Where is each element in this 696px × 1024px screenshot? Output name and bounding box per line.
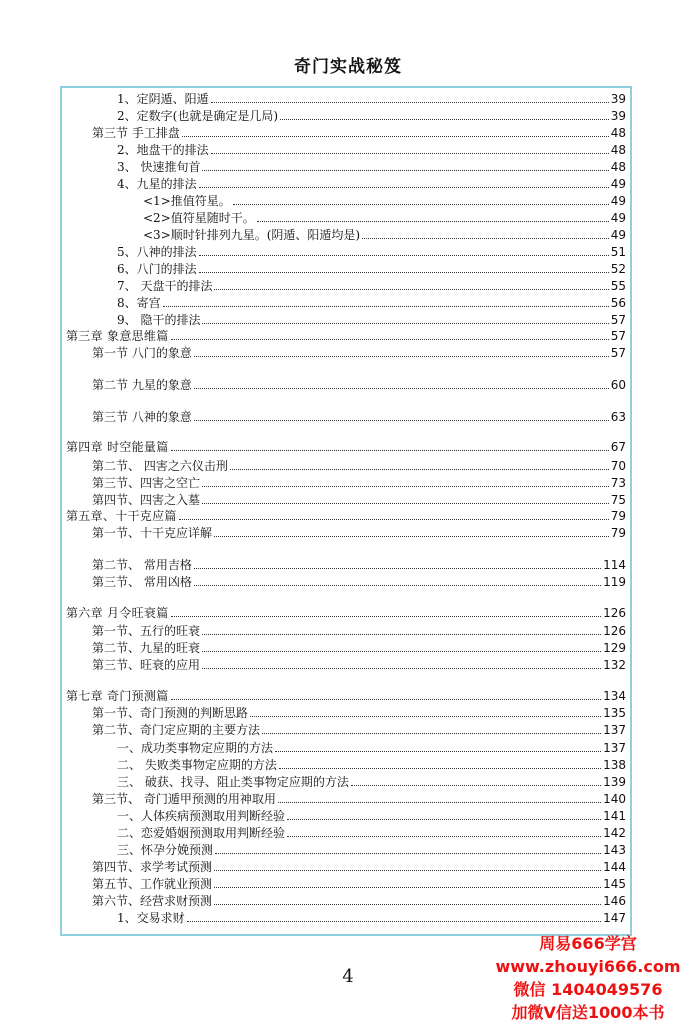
toc-entry[interactable] — [92, 859, 626, 875]
toc-entry-label: <3>顺时针排列九星。(阴遁、阳遁均是) — [143, 228, 361, 242]
toc-entry-label: 2、地盘干的排法 — [117, 143, 209, 157]
toc-entry-page: 129 — [603, 641, 626, 655]
dot-leader — [257, 220, 609, 222]
toc-entry-label: 1、定阴遁、阳遁 — [117, 92, 209, 106]
toc-entry-page: 49 — [610, 194, 626, 208]
toc-entry-label: 第一节、十干克应详解 — [92, 526, 213, 540]
toc-entry[interactable] — [92, 893, 626, 909]
dot-leader — [202, 322, 608, 324]
toc-entry-label: 一、成功类事物定应期的方法 — [117, 741, 274, 755]
toc-entry[interactable] — [117, 176, 626, 192]
toc-entry-label: 第七章 奇门预测篇 — [66, 689, 169, 703]
table-of-contents — [60, 86, 632, 936]
toc-entry[interactable] — [117, 142, 626, 158]
dot-leader — [278, 801, 601, 803]
dot-leader — [202, 667, 601, 669]
toc-entry-page: 57 — [610, 346, 626, 360]
toc-entry-page: 67 — [610, 440, 626, 454]
toc-entry-label: 第三节 八神的象意 — [92, 410, 192, 424]
toc-entry[interactable] — [117, 740, 626, 756]
dot-leader — [202, 633, 601, 635]
toc-entry-label: 第二节、九星的旺衰 — [92, 641, 201, 655]
toc-entry-label: <2>值符星随时干。 — [143, 211, 255, 225]
dot-leader — [163, 305, 609, 307]
toc-entry[interactable] — [117, 808, 626, 824]
toc-entry-label: 第二节、 常用吉格 — [92, 558, 192, 572]
toc-entry-page: 142 — [603, 826, 626, 840]
toc-entry-label: 第三章 象意思维篇 — [66, 329, 169, 343]
toc-entry[interactable] — [92, 525, 626, 541]
dot-leader — [199, 271, 609, 273]
toc-entry-label: 2、定数字(也就是确定是几局) — [117, 109, 278, 123]
toc-entry[interactable] — [143, 227, 626, 243]
toc-entry[interactable] — [117, 244, 626, 260]
toc-entry-label: 第五章、十干克应篇 — [66, 509, 177, 523]
toc-entry[interactable] — [66, 439, 626, 455]
toc-entry-page: 39 — [610, 109, 626, 123]
toc-entry-label: 9、 隐干的排法 — [117, 313, 201, 327]
toc-entry-page: 134 — [603, 689, 626, 703]
toc-entry-page: 63 — [610, 410, 626, 424]
toc-entry[interactable] — [117, 842, 626, 858]
dot-leader — [214, 903, 601, 905]
toc-entry-label: 第三节、 奇门遁甲预测的用神取用 — [92, 792, 276, 806]
dot-leader — [287, 835, 601, 837]
toc-entry-page: 49 — [610, 211, 626, 225]
dot-leader — [194, 355, 609, 357]
toc-entry-label: 8、寄宫 — [117, 296, 161, 310]
toc-entry-label: 4、九星的排法 — [117, 177, 197, 191]
toc-entry-page: 48 — [610, 160, 626, 174]
toc-entry-page: 57 — [610, 313, 626, 327]
toc-entry-page: 139 — [603, 775, 626, 789]
toc-entry[interactable] — [117, 295, 626, 311]
toc-entry-label: 5、八神的排法 — [117, 245, 197, 259]
dot-leader — [362, 237, 609, 239]
toc-entry-page: 52 — [610, 262, 626, 276]
toc-entry[interactable] — [92, 657, 626, 673]
toc-entry-page: 75 — [610, 493, 626, 507]
toc-entry-label: 三、 破获、找寻、阻止类事物定应期的方法 — [117, 775, 349, 789]
toc-entry-page: 145 — [603, 877, 626, 891]
toc-entry-page: 48 — [610, 126, 626, 140]
toc-entry[interactable] — [117, 261, 626, 277]
dot-leader — [179, 518, 609, 520]
toc-entry[interactable] — [92, 722, 626, 738]
toc-entry-page: 141 — [603, 809, 626, 823]
toc-entry-label: 第四节、四害之入墓 — [92, 493, 201, 507]
dot-leader — [202, 502, 609, 504]
toc-entry-page: 132 — [603, 658, 626, 672]
toc-entry-label: 二、恋爱婚姻预测取用判断经验 — [117, 826, 286, 840]
toc-entry[interactable] — [92, 574, 626, 590]
toc-entry[interactable] — [92, 791, 626, 807]
dot-leader — [202, 650, 601, 652]
toc-entry[interactable] — [92, 876, 626, 892]
dot-leader — [230, 468, 609, 470]
toc-entry[interactable] — [117, 108, 626, 124]
watermark-line-3: 微信 1404049576 — [513, 980, 663, 999]
toc-entry[interactable] — [92, 475, 626, 491]
toc-entry-label: 第三节 手工排盘 — [92, 126, 180, 140]
toc-entry-page: 114 — [603, 558, 626, 572]
toc-entry[interactable] — [117, 774, 626, 790]
toc-entry[interactable] — [92, 125, 626, 141]
toc-entry-label: 第五节、工作就业预测 — [92, 877, 213, 891]
toc-entry[interactable] — [92, 640, 626, 656]
toc-entry-page: 140 — [603, 792, 626, 806]
dot-leader — [214, 886, 601, 888]
toc-entry[interactable] — [117, 91, 626, 107]
dot-leader — [202, 485, 609, 487]
toc-entry-page: 146 — [603, 894, 626, 908]
dot-leader — [351, 784, 601, 786]
toc-entry-page: 60 — [610, 378, 626, 392]
dot-leader — [211, 152, 609, 154]
toc-entry[interactable] — [92, 345, 626, 361]
toc-entry[interactable] — [92, 492, 626, 508]
toc-entry[interactable] — [92, 557, 626, 573]
toc-entry-page: 57 — [610, 329, 626, 343]
toc-entry-page: 73 — [610, 476, 626, 490]
dot-leader — [262, 732, 601, 734]
toc-entry-label: 第二节、奇门定应期的主要方法 — [92, 723, 261, 737]
toc-entry[interactable] — [92, 458, 626, 474]
toc-entry[interactable] — [66, 688, 626, 704]
toc-entry-page: 79 — [610, 509, 626, 523]
toc-entry-page: 126 — [603, 606, 626, 620]
toc-entry-page: 119 — [603, 575, 626, 589]
toc-entry-label: 第六节、经营求财预测 — [92, 894, 213, 908]
dot-leader — [280, 118, 609, 120]
page-number: 4 — [342, 966, 354, 987]
dot-leader — [194, 584, 601, 586]
toc-entry-label: 第三节、 常用凶格 — [92, 575, 192, 589]
toc-entry-label: 第一节、奇门预测的判断思路 — [92, 706, 249, 720]
dot-leader — [194, 567, 601, 569]
toc-entry-label: 1、交易求财 — [117, 911, 185, 925]
toc-entry-label: 第三节、四害之空亡 — [92, 476, 201, 490]
dot-leader — [194, 419, 609, 421]
toc-entry[interactable] — [117, 278, 626, 294]
toc-entry[interactable] — [143, 193, 626, 209]
toc-entry-page: 49 — [610, 228, 626, 242]
toc-entry-label: 第二节 九星的象意 — [92, 378, 192, 392]
dot-leader — [171, 615, 602, 617]
toc-entry-label: 第四节、求学考试预测 — [92, 860, 213, 874]
dot-leader — [214, 288, 608, 290]
toc-entry[interactable] — [66, 328, 626, 344]
dot-leader — [171, 338, 609, 340]
toc-entry-page: 126 — [603, 624, 626, 638]
toc-entry[interactable] — [92, 409, 626, 425]
dot-leader — [287, 818, 601, 820]
dot-leader — [214, 869, 601, 871]
dot-leader — [171, 449, 609, 451]
dot-leader — [171, 698, 602, 700]
dot-leader — [214, 535, 609, 537]
dot-leader — [194, 387, 609, 389]
toc-entry-label: 7、 天盘干的排法 — [117, 279, 213, 293]
toc-entry[interactable] — [66, 605, 626, 621]
toc-entry[interactable] — [66, 508, 626, 524]
toc-entry[interactable] — [117, 910, 626, 926]
toc-entry-page: 144 — [603, 860, 626, 874]
dot-leader — [182, 135, 609, 137]
toc-entry-page: 70 — [610, 459, 626, 473]
toc-entry-label: 第四章 时空能量篇 — [66, 440, 169, 454]
toc-entry-page: 137 — [603, 723, 626, 737]
toc-entry-label: 第二节、 四害之六仪击刑 — [92, 459, 228, 473]
toc-entry-label: 二、 失败类事物定应期的方法 — [117, 758, 277, 772]
dot-leader — [279, 767, 601, 769]
page-title: 奇门实战秘笈 — [294, 57, 402, 77]
toc-entry-label: 3、 快速推旬首 — [117, 160, 201, 174]
toc-entry-label: 第一节、五行的旺衰 — [92, 624, 201, 638]
toc-entry[interactable] — [117, 757, 626, 773]
toc-entry[interactable] — [92, 705, 626, 721]
watermark-line-4: 加微V信送1000本书 — [511, 1003, 665, 1022]
toc-entry-label: 一、人体疾病预测取用判断经验 — [117, 809, 286, 823]
dot-leader — [211, 101, 609, 103]
toc-entry-page: 137 — [603, 741, 626, 755]
toc-entry-label: 第一节 八门的象意 — [92, 346, 192, 360]
watermark-line-1: 周易666学宫 — [539, 934, 637, 953]
watermark-line-2: www.zhouyi666.com — [495, 957, 681, 976]
toc-entry[interactable] — [143, 210, 626, 226]
dot-leader — [275, 750, 601, 752]
toc-entry-label: 第三节、旺衰的应用 — [92, 658, 201, 672]
dot-leader — [199, 254, 609, 256]
dot-leader — [250, 715, 601, 717]
toc-entry-label: 第六章 月令旺衰篇 — [66, 606, 169, 620]
toc-entry-page: 56 — [610, 296, 626, 310]
dot-leader — [199, 186, 609, 188]
toc-entry[interactable] — [117, 312, 626, 328]
toc-entry-page: 79 — [610, 526, 626, 540]
toc-entry[interactable] — [92, 377, 626, 393]
toc-entry[interactable] — [117, 159, 626, 175]
toc-entry-page: 138 — [603, 758, 626, 772]
toc-entry-label: <1>推值符星。 — [143, 194, 231, 208]
toc-entry-page: 55 — [610, 279, 626, 293]
toc-entry-page: 143 — [603, 843, 626, 857]
toc-entry-page: 135 — [603, 706, 626, 720]
toc-entry-page: 39 — [610, 92, 626, 106]
toc-entry-page: 147 — [603, 911, 626, 925]
toc-entry-label: 三、怀孕分娩预测 — [117, 843, 214, 857]
toc-entry[interactable] — [92, 623, 626, 639]
dot-leader — [233, 203, 609, 205]
dot-leader — [215, 852, 601, 854]
toc-entry-label: 6、八门的排法 — [117, 262, 197, 276]
toc-entry[interactable] — [117, 825, 626, 841]
dot-leader — [187, 920, 601, 922]
toc-entry-page: 48 — [610, 143, 626, 157]
dot-leader — [202, 169, 608, 171]
watermark — [488, 932, 688, 1024]
toc-entry-page: 49 — [610, 177, 626, 191]
toc-entry-page: 51 — [610, 245, 626, 259]
